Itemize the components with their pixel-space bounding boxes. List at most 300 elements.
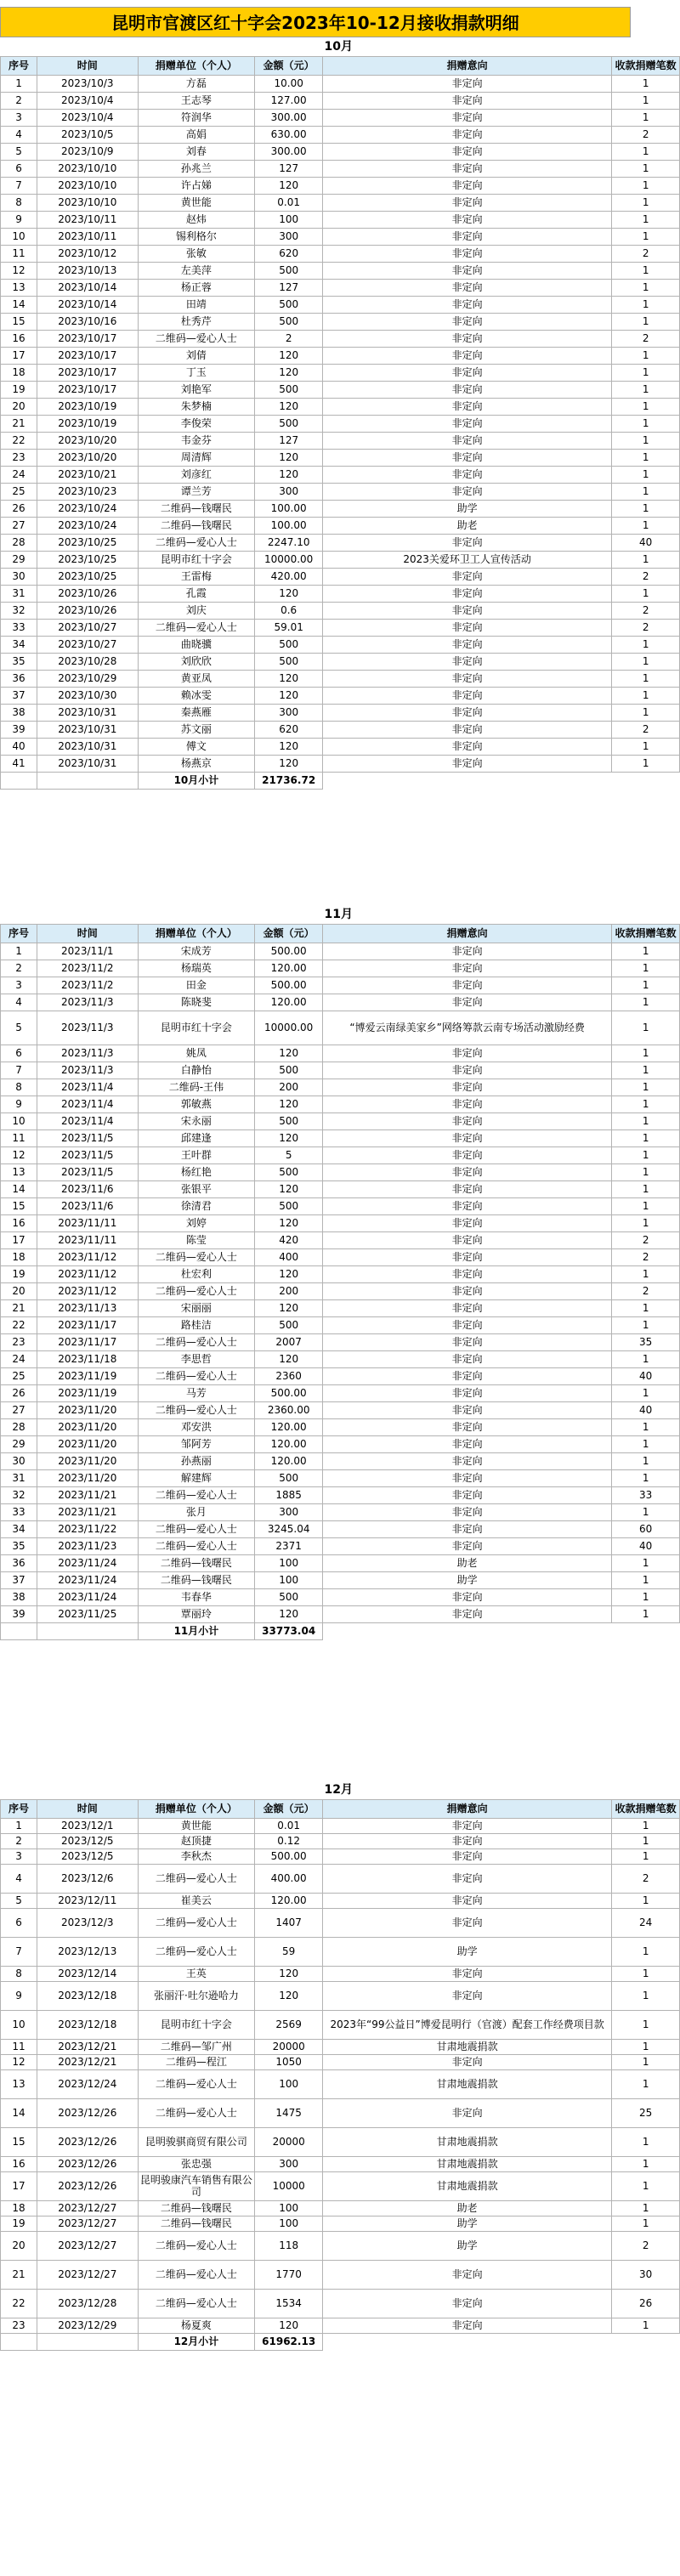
row-intent: 助学 (323, 1937, 612, 1966)
row-donor: 黄世能 (138, 1818, 255, 1833)
row-count: 1 (612, 738, 680, 755)
table-row (1, 1520, 680, 1537)
row-date: 2023/11/11 (37, 1231, 138, 1248)
row-amount: 120.00 (255, 960, 323, 977)
row-donor: 二维码-王伟 (138, 1079, 255, 1096)
row-count: 1 (612, 2039, 680, 2054)
row-intent: 甘肃地震捐款 (323, 2039, 612, 2054)
row-count: 1 (612, 2127, 680, 2156)
row-date: 2023/10/11 (37, 211, 138, 228)
row-donor: 刘春 (138, 143, 255, 160)
row-intent: 2023年“99公益日”博爱昆明行（官渡）配套工作经费项目款 (323, 2010, 612, 2039)
row-donor: 二维码—钱曙民 (138, 500, 255, 517)
row-count: 1 (612, 1045, 680, 1062)
row-intent: 2023关爱环卫工人宣传活动 (323, 551, 612, 568)
row-intent: 非定向 (323, 977, 612, 994)
row-intent: 甘肃地震捐款 (323, 2127, 612, 2156)
row-count: 2 (612, 619, 680, 636)
row-index: 11 (1, 245, 37, 262)
row-date: 2023/10/20 (37, 449, 138, 466)
row-donor: 许占娣 (138, 177, 255, 194)
row-amount: 5 (255, 1146, 323, 1163)
row-amount: 500 (255, 1316, 323, 1333)
row-index: 26 (1, 500, 37, 517)
row-date: 2023/10/17 (37, 347, 138, 364)
row-donor: 二维码—爱心人士 (138, 1520, 255, 1537)
row-donor: 苏文丽 (138, 721, 255, 738)
row-date: 2023/11/23 (37, 1537, 138, 1554)
col-header-count: 收款捐赠笔数 (612, 56, 680, 75)
row-intent: 非定向 (323, 466, 612, 483)
table-row (1, 1818, 680, 1833)
row-date: 2023/12/27 (37, 2200, 138, 2216)
row-amount: 2569 (255, 2010, 323, 2039)
row-donor: 刘欣欣 (138, 653, 255, 670)
row-amount: 120 (255, 1265, 323, 1282)
row-count: 1 (612, 194, 680, 211)
row-amount: 0.01 (255, 1818, 323, 1833)
row-donor: 符润华 (138, 109, 255, 126)
row-donor: 郭敏燕 (138, 1096, 255, 1112)
table-row (1, 296, 680, 313)
row-count: 1 (612, 2216, 680, 2231)
row-amount: 620 (255, 245, 323, 262)
row-amount: 118 (255, 2231, 323, 2260)
row-intent: 非定向 (323, 704, 612, 721)
row-amount: 120.00 (255, 1435, 323, 1452)
table-row (1, 109, 680, 126)
table-row (1, 1384, 680, 1401)
table-row (1, 619, 680, 636)
month-title-11: 11月 (324, 907, 353, 921)
row-count: 40 (612, 1401, 680, 1418)
row-index: 7 (1, 1062, 37, 1079)
table-row (1, 483, 680, 500)
row-intent: 非定向 (323, 1893, 612, 1908)
row-amount: 300 (255, 704, 323, 721)
row-donor: 二维码—爱心人士 (138, 534, 255, 551)
row-index: 25 (1, 1367, 37, 1384)
row-intent: 非定向 (323, 1197, 612, 1214)
row-count: 1 (612, 1937, 680, 1966)
row-index: 27 (1, 517, 37, 534)
row-date: 2023/10/12 (37, 245, 138, 262)
row-count: 1 (612, 143, 680, 160)
row-amount: 500 (255, 653, 323, 670)
november-table (0, 905, 680, 1640)
row-intent: 非定向 (323, 2098, 612, 2127)
table-row (1, 1129, 680, 1146)
row-date: 2023/11/4 (37, 1079, 138, 1096)
row-index: 6 (1, 160, 37, 177)
row-donor: 二维码—爱心人士 (138, 1537, 255, 1554)
table-row (1, 2156, 680, 2171)
row-amount: 120 (255, 585, 323, 602)
row-intent: 非定向 (323, 347, 612, 364)
row-donor: 刘庆 (138, 602, 255, 619)
row-donor: 昆明骏骐商贸有限公司 (138, 2127, 255, 2156)
table-row (1, 960, 680, 977)
row-count: 26 (612, 2289, 680, 2318)
row-index: 33 (1, 1503, 37, 1520)
subtotal-value: 33773.04 (255, 1622, 323, 1639)
row-count: 1 (612, 313, 680, 330)
row-count: 1 (612, 1833, 680, 1848)
table-row (1, 977, 680, 994)
row-intent: 助学 (323, 1571, 612, 1588)
row-count: 1 (612, 551, 680, 568)
row-donor: 张月 (138, 1503, 255, 1520)
row-amount: 120 (255, 1180, 323, 1197)
row-donor: 昆明骏康汽车销售有限公司 (138, 2171, 255, 2200)
row-intent: 非定向 (323, 755, 612, 772)
row-index: 5 (1, 1011, 37, 1045)
row-intent: 非定向 (323, 1282, 612, 1299)
row-count: 1 (612, 1435, 680, 1452)
row-amount: 120 (255, 2318, 323, 2333)
row-donor: 二维码—钱曙民 (138, 2216, 255, 2231)
row-date: 2023/10/25 (37, 534, 138, 551)
row-donor: 赖冰雯 (138, 687, 255, 704)
row-date: 2023/12/28 (37, 2289, 138, 2318)
row-date: 2023/11/25 (37, 1605, 138, 1622)
row-date: 2023/11/21 (37, 1486, 138, 1503)
row-intent: 非定向 (323, 92, 612, 109)
row-donor: 杜秀芹 (138, 313, 255, 330)
row-donor: 二维码—爱心人士 (138, 619, 255, 636)
row-intent: 非定向 (323, 313, 612, 330)
row-amount: 20000 (255, 2039, 323, 2054)
table-row (1, 1282, 680, 1299)
row-date: 2023/11/17 (37, 1316, 138, 1333)
row-index: 9 (1, 1981, 37, 2010)
row-intent: 甘肃地震捐款 (323, 2156, 612, 2171)
row-donor: 傅文 (138, 738, 255, 755)
row-date: 2023/10/24 (37, 517, 138, 534)
row-date: 2023/10/26 (37, 585, 138, 602)
row-donor: 昆明市红十字会 (138, 551, 255, 568)
row-donor: 二维码—爱心人士 (138, 1282, 255, 1299)
row-index: 2 (1, 960, 37, 977)
row-intent: 助老 (323, 1554, 612, 1571)
row-amount: 1475 (255, 2098, 323, 2127)
row-count: 1 (612, 1418, 680, 1435)
row-count: 1 (612, 92, 680, 109)
row-intent: 非定向 (323, 296, 612, 313)
row-index: 24 (1, 1350, 37, 1367)
row-date: 2023/10/11 (37, 228, 138, 245)
row-date: 2023/11/5 (37, 1129, 138, 1146)
row-donor: 方磊 (138, 75, 255, 92)
table-row (1, 534, 680, 551)
row-date: 2023/10/17 (37, 364, 138, 381)
row-intent: 非定向 (323, 432, 612, 449)
row-intent: 非定向 (323, 1452, 612, 1469)
row-date: 2023/11/2 (37, 960, 138, 977)
row-intent: 非定向 (323, 1520, 612, 1537)
row-date: 2023/12/1 (37, 1818, 138, 1833)
row-amount: 10000 (255, 2171, 323, 2200)
row-amount: 20000 (255, 2127, 323, 2156)
table-row (1, 228, 680, 245)
row-donor: 马芳 (138, 1384, 255, 1401)
table-row (1, 194, 680, 211)
row-intent: 非定向 (323, 245, 612, 262)
table-row (1, 2054, 680, 2069)
row-count: 30 (612, 2260, 680, 2289)
row-count: 1 (612, 364, 680, 381)
row-amount: 2360 (255, 1367, 323, 1384)
row-intent: 非定向 (323, 228, 612, 245)
table-row (1, 415, 680, 432)
table-row (1, 1908, 680, 1937)
table-row (1, 177, 680, 194)
row-donor: 姚凤 (138, 1045, 255, 1062)
row-date: 2023/10/19 (37, 415, 138, 432)
row-amount: 500 (255, 313, 323, 330)
row-index: 20 (1, 2231, 37, 2260)
row-date: 2023/10/31 (37, 738, 138, 755)
row-index: 20 (1, 398, 37, 415)
row-date: 2023/12/5 (37, 1848, 138, 1864)
row-index: 21 (1, 2260, 37, 2289)
row-date: 2023/10/31 (37, 755, 138, 772)
row-donor: 左美萍 (138, 262, 255, 279)
row-count: 1 (612, 2054, 680, 2069)
row-count: 1 (612, 1299, 680, 1316)
subtotal-value: 21736.72 (255, 772, 323, 789)
row-index: 35 (1, 653, 37, 670)
row-date: 2023/12/26 (37, 2156, 138, 2171)
col-header-donor: 捐赠单位（个人） (138, 56, 255, 75)
table-row (1, 1981, 680, 2010)
row-amount: 59.01 (255, 619, 323, 636)
table-row (1, 1265, 680, 1282)
row-amount: 120 (255, 1214, 323, 1231)
row-count: 1 (612, 449, 680, 466)
row-intent: 非定向 (323, 1112, 612, 1129)
table-row (1, 1062, 680, 1079)
row-donor: 昆明市红十字会 (138, 2010, 255, 2039)
row-date: 2023/11/17 (37, 1333, 138, 1350)
row-donor: 刘艳军 (138, 381, 255, 398)
row-intent: “博爱云南绿美家乡”网络筹款云南专场活动激励经费 (323, 1011, 612, 1045)
row-index: 36 (1, 670, 37, 687)
row-donor: 陈莹 (138, 1231, 255, 1248)
row-count: 40 (612, 534, 680, 551)
row-amount: 120 (255, 687, 323, 704)
row-donor: 丁玉 (138, 364, 255, 381)
row-date: 2023/10/4 (37, 92, 138, 109)
row-count: 1 (612, 466, 680, 483)
table-row (1, 1112, 680, 1129)
row-donor: 黄世能 (138, 194, 255, 211)
row-count: 1 (612, 1605, 680, 1622)
row-amount: 120 (255, 466, 323, 483)
table-row (1, 347, 680, 364)
row-date: 2023/10/10 (37, 194, 138, 211)
row-count: 1 (612, 2318, 680, 2333)
row-amount: 2247.10 (255, 534, 323, 551)
col-header-intent: 捐赠意向 (323, 56, 612, 75)
row-intent: 非定向 (323, 483, 612, 500)
row-index: 22 (1, 2289, 37, 2318)
row-donor: 二维码—钱曙民 (138, 517, 255, 534)
row-index: 15 (1, 1197, 37, 1214)
row-count: 1 (612, 1180, 680, 1197)
table-row (1, 721, 680, 738)
col-header-date: 时间 (37, 56, 138, 75)
row-index: 11 (1, 1129, 37, 1146)
row-donor: 韦春华 (138, 1588, 255, 1605)
row-amount: 1770 (255, 2260, 323, 2289)
row-donor: 韦金芬 (138, 432, 255, 449)
row-date: 2023/10/17 (37, 381, 138, 398)
row-date: 2023/12/3 (37, 1908, 138, 1937)
row-date: 2023/11/24 (37, 1554, 138, 1571)
row-index: 4 (1, 126, 37, 143)
row-amount: 500 (255, 1163, 323, 1180)
row-count: 2 (612, 602, 680, 619)
row-date: 2023/10/31 (37, 721, 138, 738)
table-row (1, 1011, 680, 1045)
row-count: 1 (612, 1079, 680, 1096)
table-row (1, 1469, 680, 1486)
row-intent: 非定向 (323, 1129, 612, 1146)
row-amount: 120 (255, 1981, 323, 2010)
row-count: 1 (612, 1146, 680, 1163)
row-donor: 刘婷 (138, 1214, 255, 1231)
row-index: 6 (1, 1045, 37, 1062)
row-donor: 刘彦红 (138, 466, 255, 483)
row-index: 16 (1, 1214, 37, 1231)
table-row (1, 585, 680, 602)
row-count: 35 (612, 1333, 680, 1350)
row-index: 31 (1, 585, 37, 602)
row-donor: 孙兆兰 (138, 160, 255, 177)
row-amount: 127 (255, 279, 323, 296)
col-header-intent: 捐赠意向 (323, 1799, 612, 1818)
row-intent: 非定向 (323, 1265, 612, 1282)
row-amount: 200 (255, 1282, 323, 1299)
col-header-amount: 金额（元） (255, 1799, 323, 1818)
row-count: 1 (612, 1316, 680, 1333)
row-index: 13 (1, 279, 37, 296)
table-row (1, 1605, 680, 1622)
row-amount: 127.00 (255, 92, 323, 109)
row-intent: 非定向 (323, 143, 612, 160)
row-donor: 张丽汗·吐尔逊哈力 (138, 1981, 255, 2010)
row-donor: 昆明市红十字会 (138, 1011, 255, 1045)
row-date: 2023/11/2 (37, 977, 138, 994)
table-row (1, 568, 680, 585)
row-index: 18 (1, 2200, 37, 2216)
row-amount: 120 (255, 755, 323, 772)
table-row (1, 994, 680, 1011)
table-row (1, 126, 680, 143)
table-row (1, 1197, 680, 1214)
table-row (1, 449, 680, 466)
row-intent: 非定向 (323, 1045, 612, 1062)
table-row (1, 755, 680, 772)
row-amount: 120.00 (255, 1452, 323, 1469)
row-count: 40 (612, 1537, 680, 1554)
row-intent: 非定向 (323, 721, 612, 738)
row-count: 1 (612, 2010, 680, 2039)
row-count: 1 (612, 1503, 680, 1520)
row-count: 1 (612, 1163, 680, 1180)
row-donor: 二维码—爱心人士 (138, 1248, 255, 1265)
row-intent: 非定向 (323, 449, 612, 466)
row-count: 2 (612, 245, 680, 262)
row-intent: 非定向 (323, 2289, 612, 2318)
table-row (1, 1231, 680, 1248)
row-date: 2023/11/20 (37, 1418, 138, 1435)
row-date: 2023/11/20 (37, 1452, 138, 1469)
row-amount: 500.00 (255, 977, 323, 994)
row-amount: 500 (255, 1197, 323, 1214)
row-intent: 非定向 (323, 1333, 612, 1350)
row-index: 41 (1, 755, 37, 772)
row-index: 19 (1, 1265, 37, 1282)
row-intent: 非定向 (323, 1384, 612, 1401)
row-index: 39 (1, 1605, 37, 1622)
table-row (1, 1418, 680, 1435)
row-amount: 500.00 (255, 943, 323, 960)
row-date: 2023/11/12 (37, 1282, 138, 1299)
table-row (1, 245, 680, 262)
row-amount: 100.00 (255, 517, 323, 534)
col-header-index: 序号 (1, 924, 37, 943)
row-amount: 120 (255, 1605, 323, 1622)
row-amount: 300 (255, 228, 323, 245)
row-index: 37 (1, 687, 37, 704)
row-amount: 10000.00 (255, 551, 323, 568)
row-count: 1 (612, 994, 680, 1011)
row-count: 1 (612, 262, 680, 279)
row-count: 2 (612, 126, 680, 143)
row-index: 33 (1, 619, 37, 636)
row-intent: 助学 (323, 2216, 612, 2231)
row-intent: 非定向 (323, 1096, 612, 1112)
table-row (1, 1299, 680, 1316)
table-row (1, 602, 680, 619)
row-index: 17 (1, 347, 37, 364)
table-row (1, 2200, 680, 2216)
row-date: 2023/12/13 (37, 1937, 138, 1966)
row-index: 9 (1, 1096, 37, 1112)
row-date: 2023/12/27 (37, 2216, 138, 2231)
row-index: 8 (1, 194, 37, 211)
row-donor: 邓安洪 (138, 1418, 255, 1435)
row-amount: 120 (255, 1045, 323, 1062)
row-intent: 非定向 (323, 1503, 612, 1520)
row-date: 2023/12/29 (37, 2318, 138, 2333)
table-row (1, 704, 680, 721)
row-donor: 二维码—爱心人士 (138, 1333, 255, 1350)
table-row (1, 2216, 680, 2231)
row-intent: 非定向 (323, 1163, 612, 1180)
row-date: 2023/11/1 (37, 943, 138, 960)
row-count: 1 (612, 1818, 680, 1833)
row-index: 15 (1, 313, 37, 330)
row-index: 12 (1, 2054, 37, 2069)
table-row (1, 2039, 680, 2054)
row-amount: 420 (255, 1231, 323, 1248)
row-date: 2023/11/3 (37, 1062, 138, 1079)
row-intent: 非定向 (323, 364, 612, 381)
subtotal-label: 10月小计 (138, 772, 255, 789)
